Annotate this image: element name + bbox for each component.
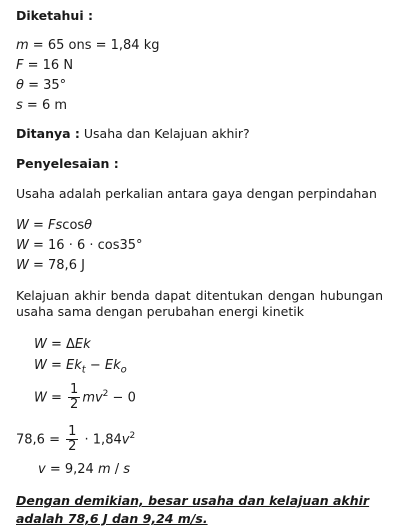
force-var: F [16,58,24,73]
known-mass [16,38,159,53]
distance-value: = 6 m [22,98,68,113]
ek5-rhs: = 9,24 [45,462,98,477]
ek3-lhs: W [34,390,47,406]
ek4-v: v [121,432,130,448]
ek3-mv: mv [82,390,103,406]
ek-line-3 [34,383,136,413]
distance-var: s [16,98,23,113]
angle-value: = 35° [23,78,67,93]
ek-line-1 [34,337,91,352]
work-eq: = [28,218,49,233]
solution-heading: Penyelesaian : [16,156,119,171]
known-angle [16,78,66,93]
ek-line-2 [34,358,127,376]
work-lhs: W [16,218,29,233]
kinetic-paragraph: Kelajuan akhir benda dapat ditentukan dengan hubungan usaha sama dengan perubahan energi kinetik [16,288,383,319]
known-force [16,58,73,73]
force-value: = 16 N [23,58,74,73]
ek3-den: 2 [70,397,79,413]
work-sub-lhs: W [16,238,29,253]
ek-line-4 [16,425,135,455]
ek3-exp: 2 [102,388,109,399]
asked-label: Ditanya : [16,126,80,141]
work-cos: cos [62,218,85,233]
mass-var: m [16,38,29,53]
ek1-rhs: Ek [74,337,91,352]
ek4-lhs: 78,6 = [16,432,65,448]
ek1-lhs: W [34,337,47,352]
ek4-num: 1 [68,424,77,439]
ek3-eq: = [46,390,67,406]
fraction-one-half [68,383,80,413]
work-result [16,258,85,273]
work-fs: Fs [48,218,63,233]
work-theta: θ [84,218,93,233]
fraction-one-half-2 [66,425,78,455]
ek-line-5 [38,462,130,477]
work-substitution [16,238,143,253]
ek4-den: 2 [68,439,77,455]
ek2-minus: − [85,358,105,373]
work-result-rhs: = 78,6 J [28,258,85,273]
asked-text: Usaha dan Kelajuan akhir? [79,126,250,141]
ek3-num: 1 [70,382,79,397]
ek5-lhs: v [38,462,46,477]
ek2-b-sub: o [120,364,127,376]
ek2-b: Ek [104,358,121,373]
ek4-mid: · 1,84 [80,432,122,448]
ek1-eq: = Δ [46,337,75,352]
solution-intro: Usaha adalah perkalian antara gaya dengan perpindahan [16,186,377,201]
ek3-tail: − 0 [108,390,136,406]
known-heading: Diketahui : [16,8,93,23]
work-sub-rhs: = 16 · 6 · cos35° [28,238,143,253]
angle-var: θ [16,78,24,93]
ek2-lhs: W [34,358,47,373]
ek5-unit-m: m [97,462,111,477]
ek2-eq: = [46,358,67,373]
ek5-unit-s: s [123,462,131,477]
ek2-a-sub: t [81,364,86,376]
conclusion: Dengan demikian, besar usaha dan kelajuan akhir adalah 78,6 J dan 9,24 m/s. [16,493,370,526]
ek5-slash: / [110,462,124,477]
known-distance [16,98,67,113]
work-result-lhs: W [16,258,29,273]
work-formula [16,218,92,233]
asked-line [16,126,250,141]
ek2-a: Ek [66,358,82,373]
mass-value: = 65 ons = 1,84 kg [28,38,160,53]
ek4-exp: 2 [129,430,136,441]
